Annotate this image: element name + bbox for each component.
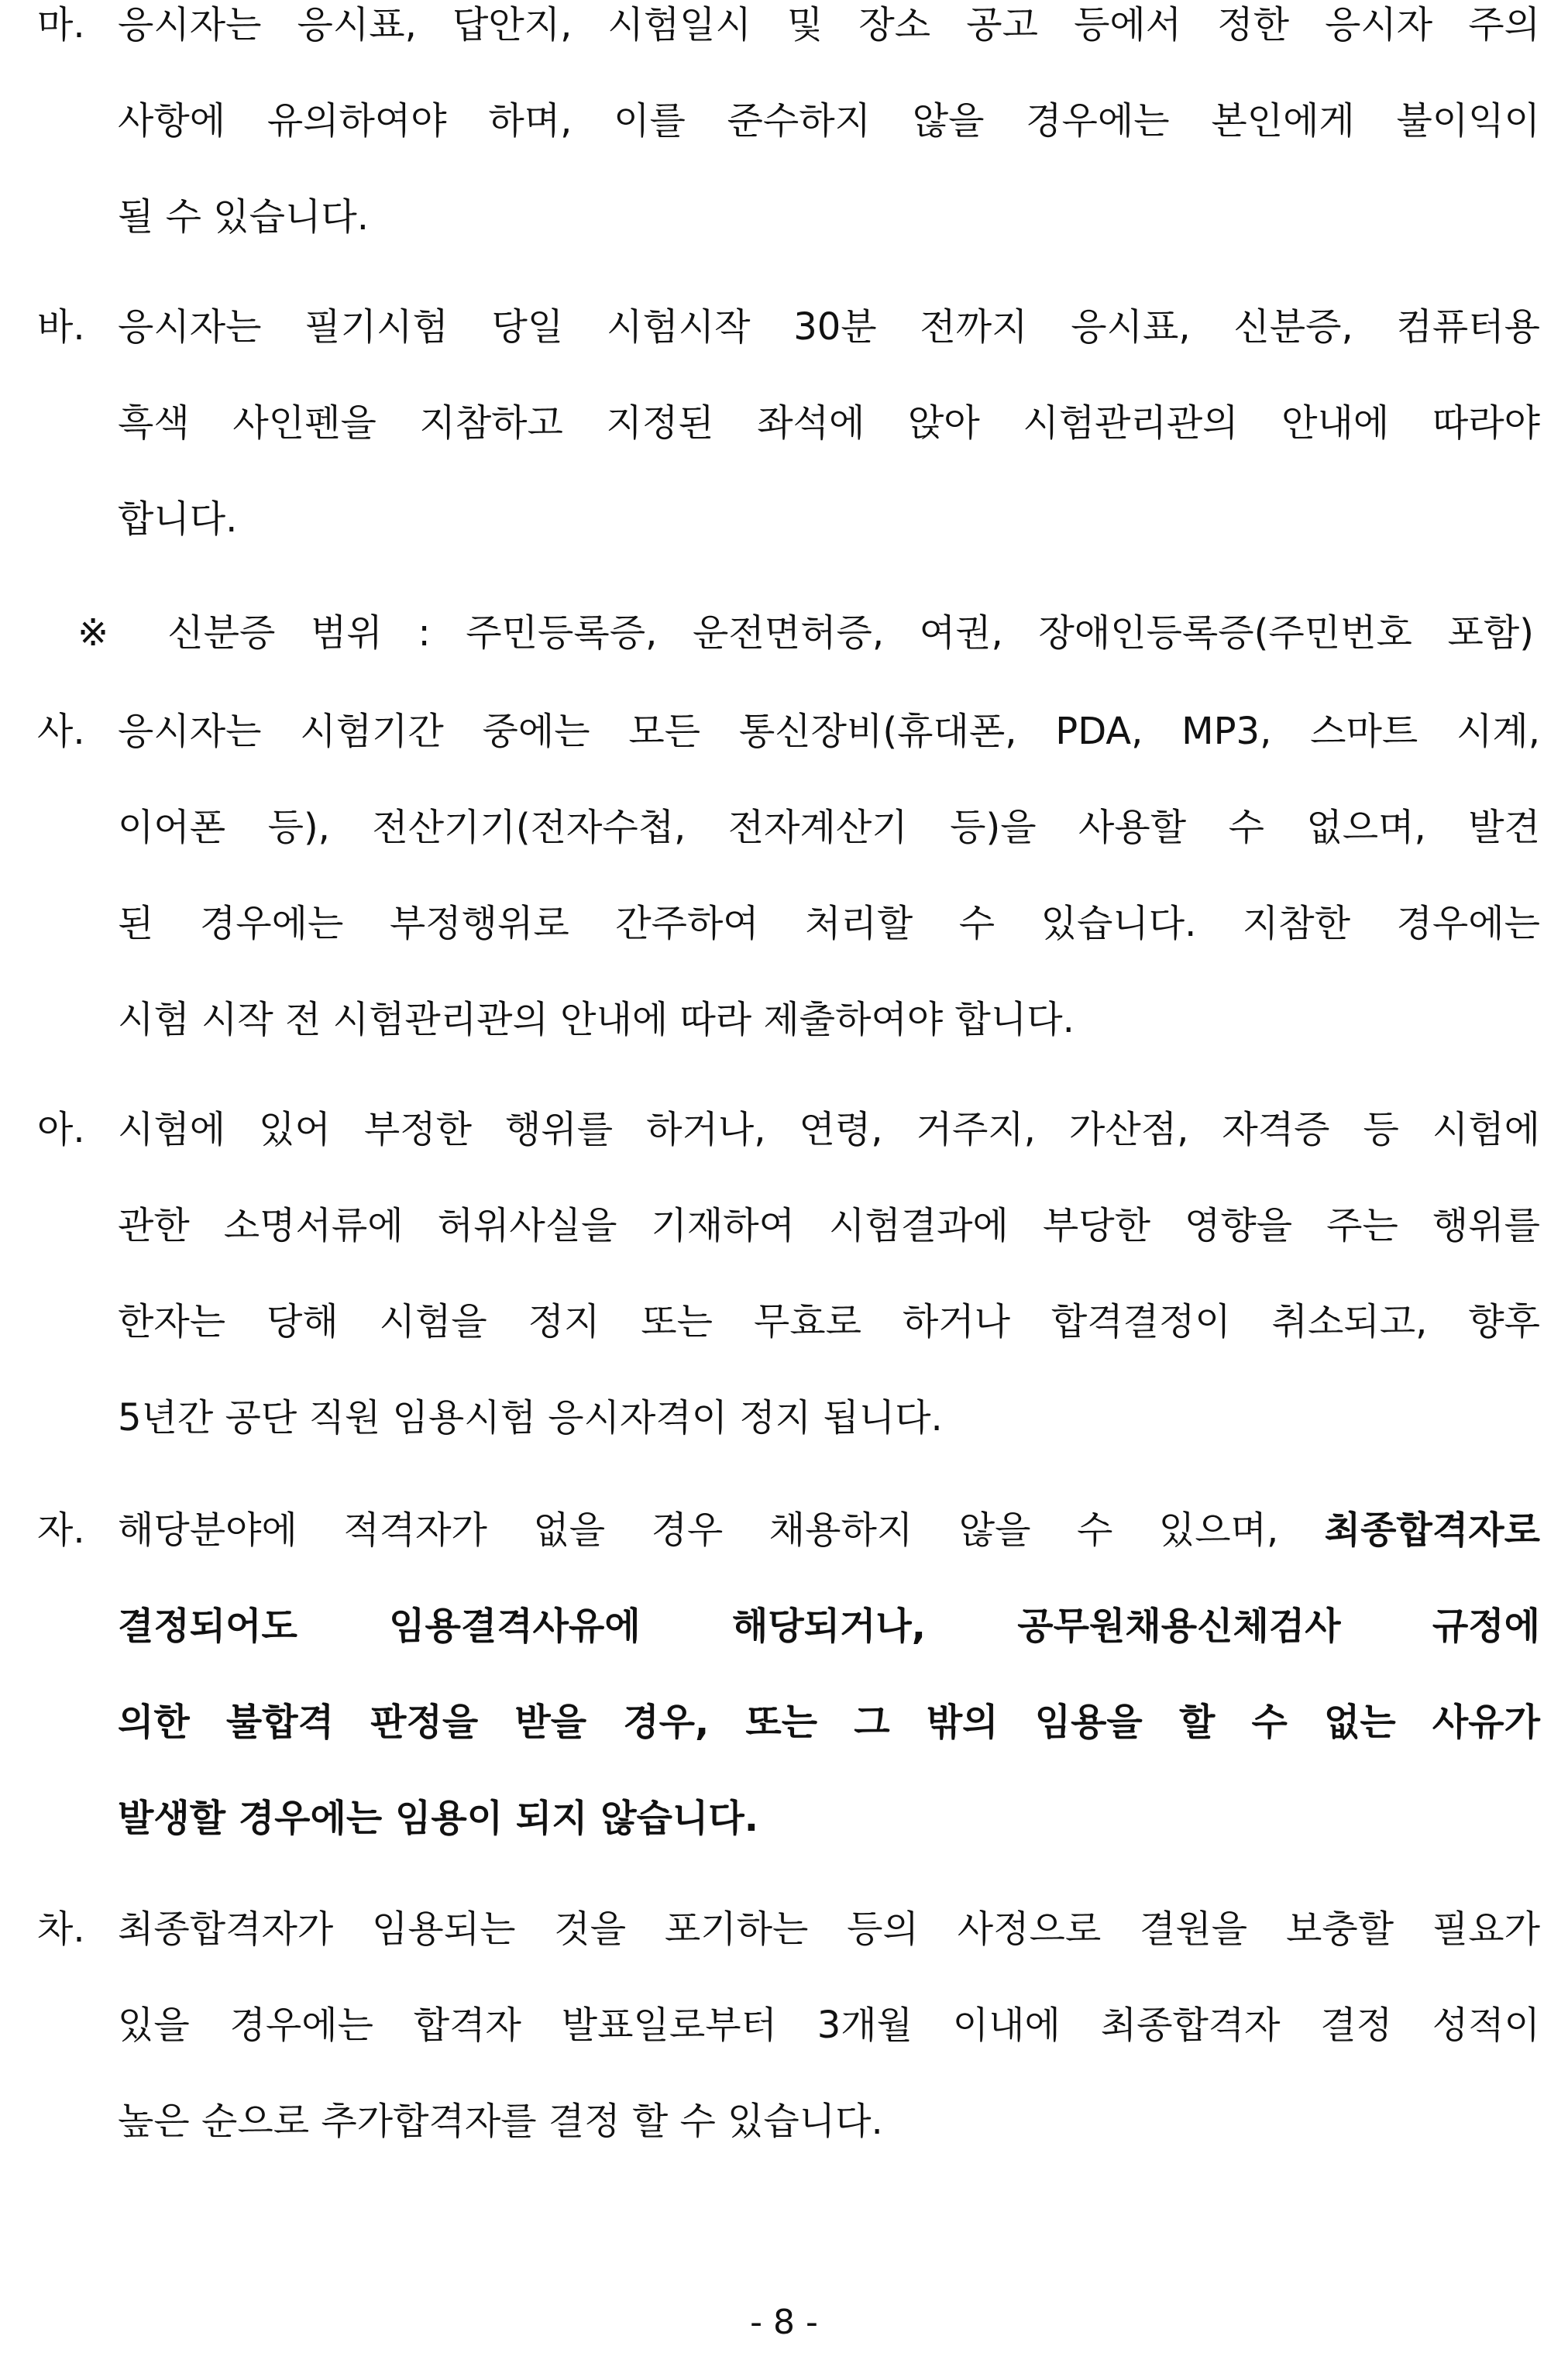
item-line: 될 수 있습니다. [118,195,369,239]
item-line: 시험 시작 전 시험관리관의 안내에 따라 제출하여야 합니다. [118,998,1075,1041]
item-line-bold: 발생할 경우에는 임용이 되지 않습니다. [118,1797,758,1840]
item-line: 응시자는 응시표, 답안지, 시험일시 및 장소 공고 등에서 정한 응시자 주의 [118,3,1540,46]
item-marker: 사. [37,710,85,753]
item-line-mixed [118,1482,1540,1578]
item-marker: 바. [37,305,85,349]
item-line-bold: 결정되어도 임용결격사유에 해당되거나, 공무원채용신체검사 규정에 [118,1605,1540,1648]
item-line: 이어폰 등), 전산기기(전자수첩, 전자계산기 등)을 사용할 수 없으며, 발견 [118,806,1540,849]
item-line: 응시자는 필기시험 당일 시험시작 30분 전까지 응시표, 신분증, 컴퓨터용 [118,305,1540,349]
item-line: 합니다. [118,497,238,541]
item-marker: 차. [37,1907,85,1951]
item-line: 있을 경우에는 합격자 발표일로부터 3개월 이내에 최종합격자 결정 성적이 [118,2004,1540,2047]
item-line: 관한 소명서류에 허위사실을 기재하여 시험결과에 부당한 영향을 주는 행위를 [118,1204,1540,1247]
item-marker: 마. [37,3,85,46]
item-text: 해당분야에 적격자가 없을 경우 채용하지 않을 수 있으며, [118,1508,1279,1552]
item-line-bold: 의한 불합격 판정을 받을 경우, 또는 그 밖의 임용을 할 수 없는 사유가 [118,1701,1540,1744]
item-line: 된 경우에는 부정행위로 간주하여 처리할 수 있습니다. 지참한 경우에는 [118,902,1540,945]
item-marker: 자. [37,1508,85,1552]
item-line: 시험에 있어 부정한 행위를 하거나, 연령, 거주지, 가산점, 자격증 등 시험에 [118,1108,1540,1151]
item-line: 사항에 유의하여야 하며, 이를 준수하지 않을 경우에는 본인에게 불이익이 [118,99,1540,143]
item-bold-text: 최종합격자로 [1324,1508,1540,1552]
id-scope-note: ※ 신분증 범위 : 주민등록증, 운전면허증, 여권, 장애인등록증(주민번호 포함) [77,611,1534,655]
item-line: 흑색 사인펜을 지참하고 지정된 좌석에 앉아 시험관리관의 안내에 따라야 [118,401,1540,445]
item-line: 5년간 공단 직원 임용시험 응시자격이 정지 됩니다. [118,1396,943,1440]
item-line: 최종합격자가 임용되는 것을 포기하는 등의 사정으로 결원을 보충할 필요가 [118,1907,1540,1951]
item-line: 응시자는 시험기간 중에는 모든 통신장비(휴대폰, PDA, MP3, 스마트 시계, [118,710,1540,753]
item-marker: 아. [37,1108,85,1151]
page-number: - 8 - [750,2303,818,2342]
item-line: 높은 순으로 추가합격자를 결정 할 수 있습니다. [118,2100,883,2143]
item-line: 한자는 당해 시험을 정지 또는 무효로 하거나 합격결정이 취소되고, 향후 [118,1300,1540,1343]
